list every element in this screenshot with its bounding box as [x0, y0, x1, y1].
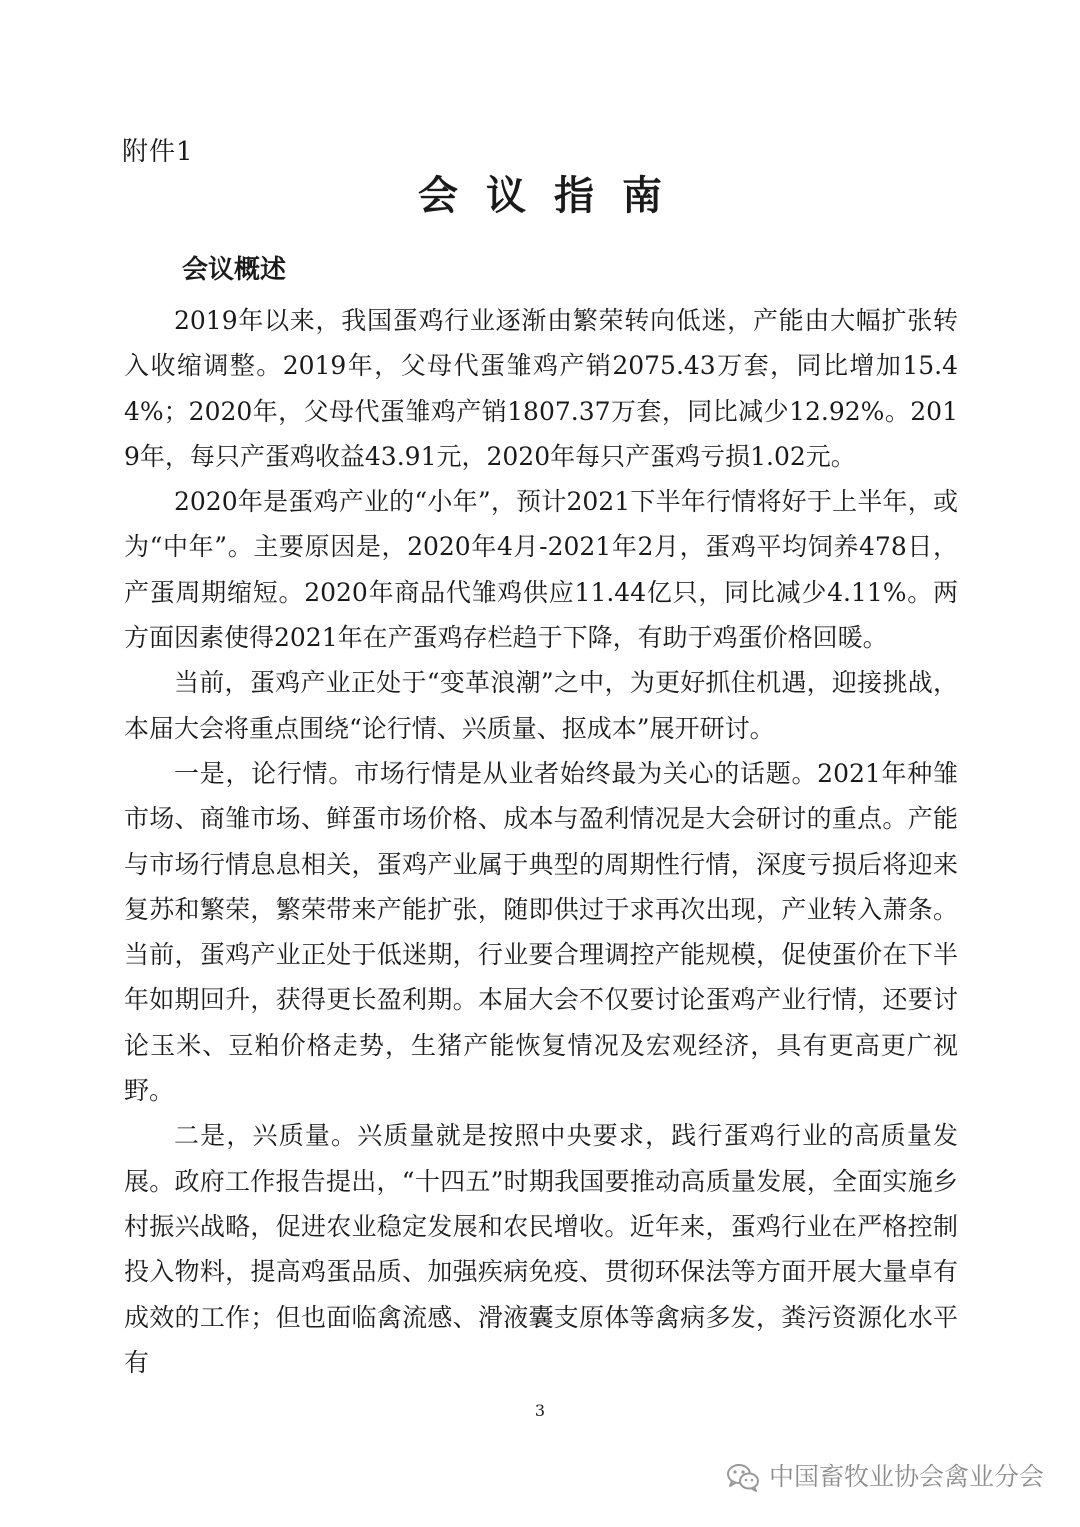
watermark	[725, 1459, 1044, 1495]
paragraph-2: 2020年是蛋鸡产业的“小年”，预计2021下半年行情将好于上半年，或为“中年”。主要原因是，2020年4月-2021年2月，蛋鸡平均饲养478日，产蛋周期缩短。2020年商品代雏鸡供应11.44亿只，同比减少4.11%。两方面因素使得2021年在产蛋鸡存栏趋于下降，有助于鸡蛋价格回暖。	[124, 487, 958, 653]
paragraph-1: 2019年以来，我国蛋鸡行业逐渐由繁荣转向低迷，产能由大幅扩张转入收缩调整。2019年，父母代蛋雏鸡产销2075.43万套，同比增加15.44%；2020年，父母代蛋雏鸡产销1807.37万套，同比减少12.92%。2019年，每只产蛋鸡收益43.91元，2020年每只产蛋鸡亏损1.02元。	[124, 306, 958, 471]
paragraph-4: 一是，论行情。市场行情是从业者始终最为关心的话题。2021年种雏市场、商雏市场、鲜蛋市场价格、成本与盈利情况是大会研讨的重点。产能与市场行情息息相关，蛋鸡产业属于典型的周期性行情，深度亏损后将迎来复苏和繁荣，繁荣带来产能扩张，随即供过于求再次出现，产业转入萧条。当前，蛋鸡产业正处于低迷期，行业要合理调控产能规模，促使蛋价在下半年如期回升，获得更长盈利期。本届大会不仅要讨论蛋鸡产业行情，还要讨论玉米、豆粕价格走势，生猪产能恢复情况及宏观经济，具有更高更广视野。	[124, 758, 958, 1106]
paragraph-3: 当前，蛋鸡产业正处于“变革浪潮”之中，为更好抓住机遇，迎接挑战，本届大会将重点围绕“论行情、兴质量、抠成本”展开研讨。	[124, 668, 958, 743]
body-text	[124, 298, 958, 1385]
watermark-text: 中国畜牧业协会禽业分会	[768, 1462, 1044, 1491]
paragraph-5: 二是，兴质量。兴质量就是按照中央要求，践行蛋鸡行业的高质量发展。政府工作报告提出，“十四五”时期我国要推动高质量发展，全面实施乡村振兴战略，促进农业稳定发展和农民增收。近年来，蛋鸡行业在严格控制投入物料，提高鸡蛋品质、加强疾病免疫、贯彻环保法等方面开展大量卓有成效的工作；但也面临禽流感、滑液囊支原体等禽病多发，粪污资源化水平有	[124, 1121, 958, 1377]
wechat-icon	[725, 1462, 761, 1492]
page-number: 3	[534, 1401, 546, 1420]
section-heading: 会议概述	[182, 255, 287, 285]
document-title: 会议指南	[418, 172, 690, 219]
attachment-label: 附件1	[122, 137, 194, 167]
